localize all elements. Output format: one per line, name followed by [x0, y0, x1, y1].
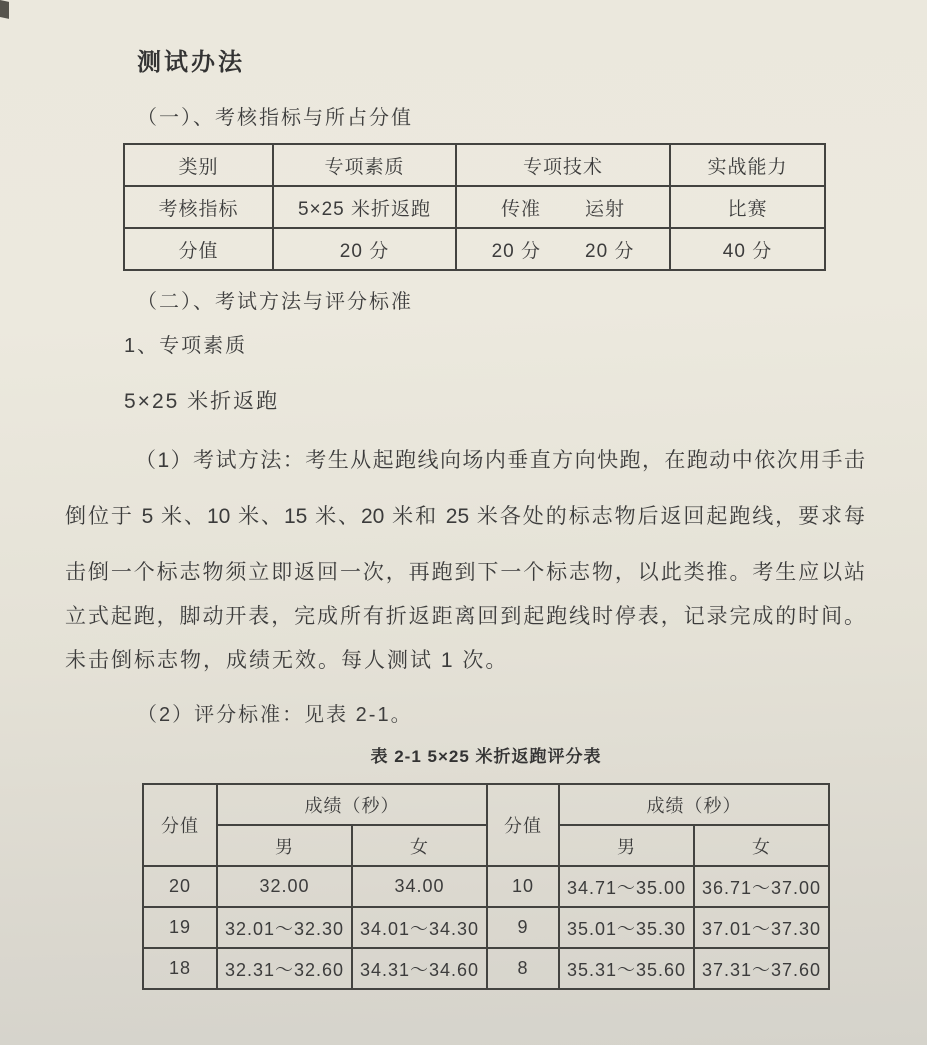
section-1-heading: （一）、考核指标与所占分值 [137, 107, 413, 129]
t2-cell: 36.71～37.00 [694, 866, 829, 907]
t2-cell: 19 [143, 907, 217, 948]
t1-header-combat-ability: 实战能力 [670, 144, 825, 186]
t2-cell: 18 [143, 948, 217, 989]
split-cell [457, 194, 669, 221]
t2-score-header-left: 分值 [143, 784, 217, 866]
t2-score-header-right: 分值 [487, 784, 559, 866]
t2-cell: 20 [143, 866, 217, 907]
t2-cell: 10 [487, 866, 559, 907]
t1-indicator-pass-dribble [456, 186, 670, 228]
test-method-paragraph [65, 444, 865, 674]
t2-cell: 8 [487, 948, 559, 989]
t1-header-special-quality: 专项素质 [273, 144, 456, 186]
t1-score-quality: 20 分 [273, 228, 456, 270]
t2-cell: 35.01～35.30 [559, 907, 694, 948]
t1-header-category: 类别 [124, 144, 273, 186]
shuttle-run-subheading: 5×25 米折返跑 [124, 390, 280, 413]
section-2-heading: （二）、考试方法与评分标准 [137, 291, 413, 313]
t2-cell: 34.71～35.00 [559, 866, 694, 907]
table-2-1-caption: 表 2-1 5×25 米折返跑评分表 [370, 747, 602, 766]
t1-indicator-dribble-shoot: 运射 [585, 198, 626, 220]
t2-result-header-right: 成绩（秒） [559, 784, 829, 825]
table-row [143, 866, 829, 907]
paragraph-line: 倒位于 5 米、10 米、15 米、20 米和 25 米各处的标志物后返回起跑线，要求每 [65, 505, 865, 528]
table-row [124, 228, 825, 270]
t2-cell: 32.31～32.60 [217, 948, 352, 989]
t2-cell: 34.00 [352, 866, 487, 907]
table-row [143, 784, 829, 825]
t2-cell: 32.01～32.30 [217, 907, 352, 948]
t2-cell: 34.31～34.60 [352, 948, 487, 989]
t1-score-match: 40 分 [670, 228, 825, 270]
paragraph-line: 未击倒标志物，成绩无效。每人测试 1 次。 [65, 649, 509, 672]
table-row [124, 144, 825, 186]
shuttle-run-scoring-table [142, 783, 830, 990]
t2-cell: 9 [487, 907, 559, 948]
item-2-scoring-standard: （2）评分标准：见表 2-1。 [137, 704, 413, 726]
table-row [143, 948, 829, 989]
t1-indicator-match: 比赛 [670, 186, 825, 228]
t2-cell: 35.31～35.60 [559, 948, 694, 989]
t1-score-label: 分值 [124, 228, 273, 270]
t1-score-dribble: 20 分 [585, 240, 635, 262]
t1-score-pass: 20 分 [491, 240, 541, 262]
t1-header-special-technique: 专项技术 [456, 144, 670, 186]
paragraph-line: 击倒一个标志物须立即返回一次，再跑到下一个标志物，以此类推。考生应以站 [65, 561, 865, 584]
photo-corner-artifact [0, 0, 9, 19]
t1-indicator-label: 考核指标 [124, 186, 273, 228]
t2-cell: 37.31～37.60 [694, 948, 829, 989]
t2-male-header-right: 男 [559, 825, 694, 866]
paragraph-line: 立式起跑，脚动开表，完成所有折返距离回到起跑线时停表，记录完成的时间。 [65, 605, 865, 628]
table-row [143, 907, 829, 948]
t2-cell: 37.01～37.30 [694, 907, 829, 948]
page-title: 测试办法 [137, 49, 245, 76]
t2-cell: 34.01～34.30 [352, 907, 487, 948]
t2-male-header-left: 男 [217, 825, 352, 866]
t2-cell: 32.00 [217, 866, 352, 907]
t2-result-header-left: 成绩（秒） [217, 784, 487, 825]
t1-indicator-pass: 传准 [500, 198, 541, 220]
t2-female-header-right: 女 [694, 825, 829, 866]
item-1-special-quality: 1、专项素质 [124, 335, 248, 357]
split-cell [457, 236, 669, 263]
t1-indicator-shuttle-run: 5×25 米折返跑 [273, 186, 456, 228]
table-row [124, 186, 825, 228]
t1-score-technique [456, 228, 670, 270]
paragraph-line: （1）考试方法：考生从起跑线向场内垂直方向快跑，在跑动中依次用手击 [135, 449, 865, 472]
assessment-indicators-table [123, 143, 826, 271]
table-row [143, 825, 829, 866]
t2-female-header-left: 女 [352, 825, 487, 866]
